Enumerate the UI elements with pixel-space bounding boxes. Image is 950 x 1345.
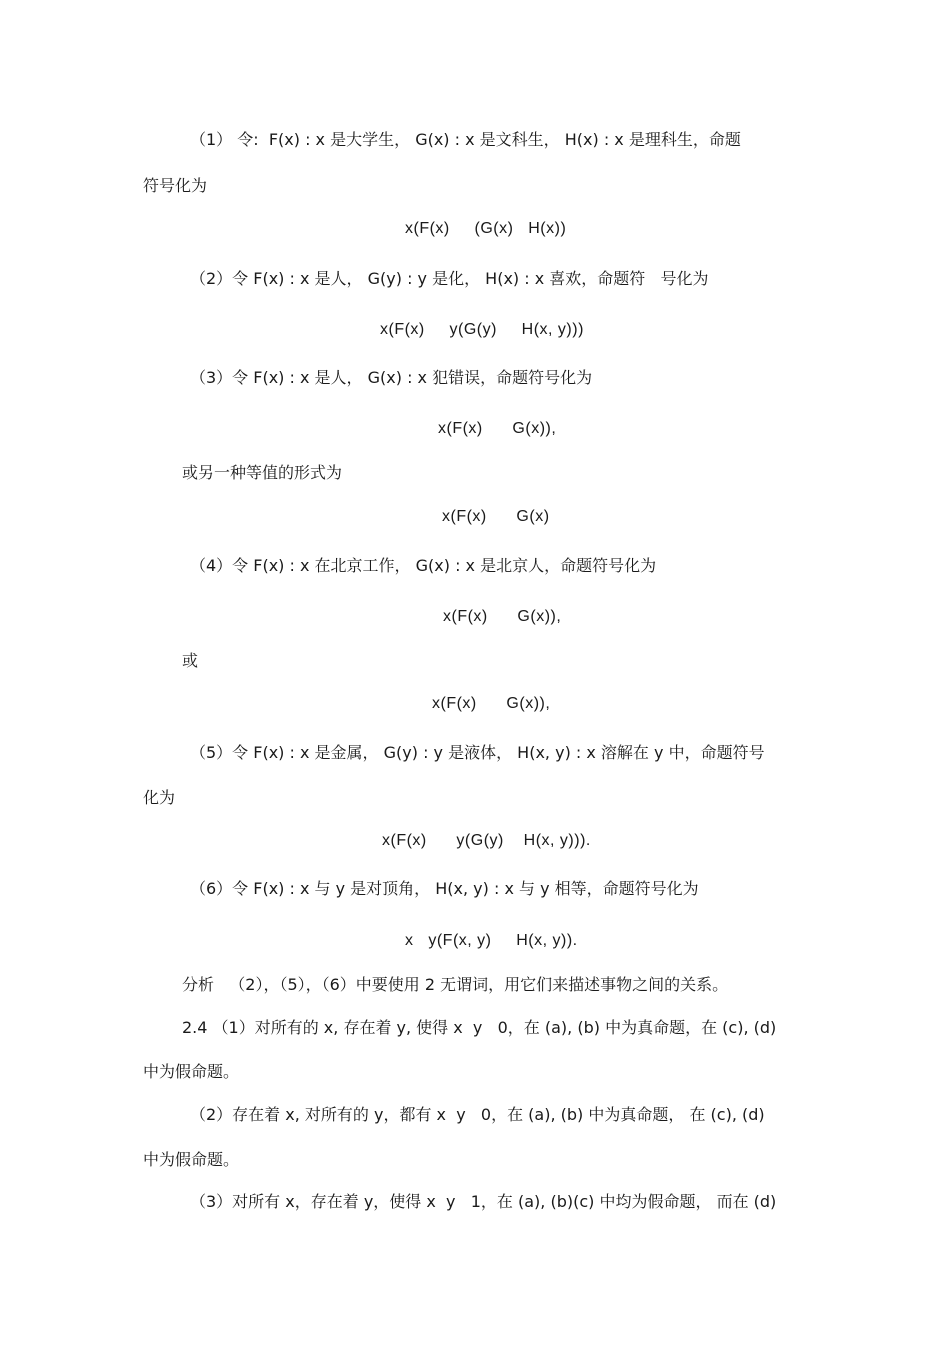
text-line: 符号化为 [143, 176, 208, 195]
text-line: （1） 令: F(x) : x 是大学生， G(x) : x 是文科生， H(x) : x 是理科生，命题 [190, 130, 741, 149]
formula-line: x(F(x) G(x)), [438, 420, 557, 437]
formula-line: x y(F(x, y) H(x, y)). [405, 932, 578, 949]
text-line: 化为 [143, 788, 176, 807]
text-line: （3）令 F(x) : x 是人， G(x) : x 犯错误，命题符号化为 [190, 368, 593, 387]
text-line: （2）令 F(x) : x 是人， G(y) : y 是化， H(x) : x 喜欢，命题符 号化为 [190, 269, 709, 288]
text-line: 2.4 （1）对所有的 x, 存在着 y, 使得 x y 0，在 (a), (b) 中为真命题，在 (c), (d) [182, 1018, 777, 1037]
text-line: （5）令 F(x) : x 是金属， G(y) : y 是液体， H(x, y) : x 溶解在 y 中，命题符号 [190, 743, 765, 762]
text-line: 或 [182, 651, 199, 670]
formula-line: x(F(x) y(G(y) H(x, y))) [380, 321, 584, 338]
text-line: （4）令 F(x) : x 在北京工作， G(x) : x 是北京人，命题符号化为 [190, 556, 657, 575]
formula-line: x(F(x) (G(x) H(x)) [405, 220, 567, 237]
text-line: 中为假命题。 [143, 1150, 240, 1169]
text-line: 中为假命题。 [143, 1062, 240, 1081]
formula-line: x(F(x) G(x)), [432, 695, 551, 712]
formula-line: x(F(x) G(x)), [443, 608, 562, 625]
text-line: （3）对所有 x，存在着 y，使得 x y 1，在 (a), (b)(c) 中均为假命题， 而在 (d) [190, 1192, 777, 1211]
formula-line: x(F(x) G(x) [442, 508, 550, 525]
text-line: 或另一种等值的形式为 [182, 463, 343, 482]
formula-line: x(F(x) y(G(y) H(x, y))). [382, 832, 591, 849]
text-line: （6）令 F(x) : x 与 y 是对顶角， H(x, y) : x 与 y 相等，命题符号化为 [190, 879, 699, 898]
text-line: 分析 （2），（5），（6）中要使用 2 无谓词，用它们来描述事物之间的关系。 [182, 975, 729, 994]
text-line: （2）存在着 x, 对所有的 y，都有 x y 0，在 (a), (b) 中为真命题， 在 (c), (d) [190, 1105, 765, 1124]
